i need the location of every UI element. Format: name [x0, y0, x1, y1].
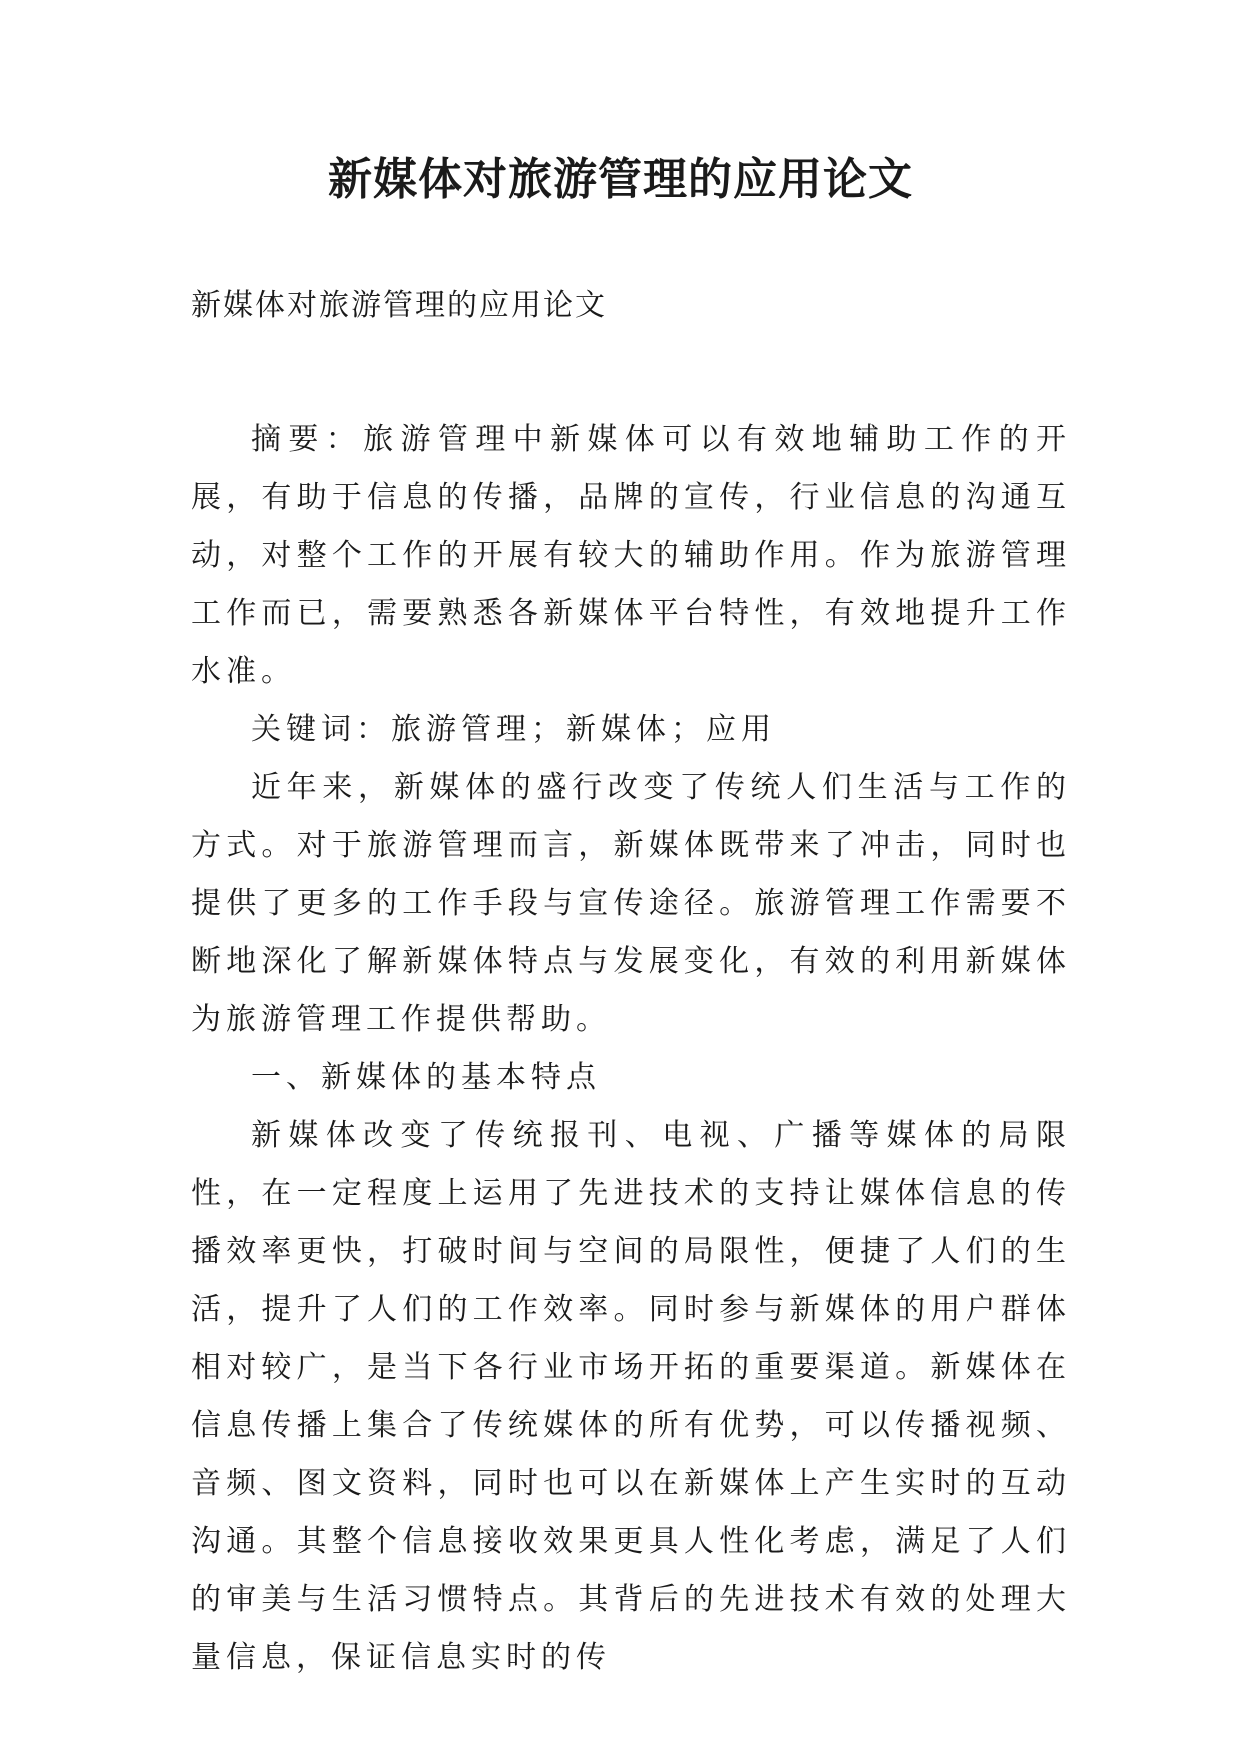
section-heading: 一、新媒体的基本特点 — [251, 1060, 601, 1095]
keywords-paragraph: 关键词：旅游管理；新媒体；应用 — [251, 712, 776, 747]
intro-paragraph: 近年来，新媒体的盛行改变了传统人们生活与工作的方式。对于旅游管理而言，新媒体既带来了冲击，同时也提供了更多的工作手段与宣传途径。旅游管理工作需要不断地深化了解新媒体特点与发展变化，有效的利用新媒体为旅游管理工作提供帮助。 — [191, 770, 1071, 1037]
section-paragraph: 新媒体改变了传统报刊、电视、广播等媒体的局限性，在一定程度上运用了先进技术的支持让媒体信息的传播效率更快，打破时间与空间的局限性，便捷了人们的生活，提升了人们的工作效率。同时参与新媒体的用户群体相对较广，是当下各行业市场开拓的重要渠道。新媒体在信息传播上集合了传统媒体的所有优势，可以传播视频、音频、图文资料，同时也可以在新媒体上产生实时的互动沟通。其整个信息接收效果更具人性化考虑，满足了人们的审美与生活习惯特点。其背后的先进技术有效的处理大量信息，保证信息实时的传 — [191, 1118, 1071, 1675]
content-block — [191, 411, 1071, 1687]
document-title: 新媒体对旅游管理的应用论文 — [328, 154, 913, 205]
abstract-paragraph: 摘要：旅游管理中新媒体可以有效地辅助工作的开展，有助于信息的传播，品牌的宣传，行业信息的沟通互动，对整个工作的开展有较大的辅助作用。作为旅游管理工作而已，需要熟悉各新媒体平台特性，有效地提升工作水准。 — [191, 422, 1071, 689]
document-subtitle: 新媒体对旅游管理的应用论文 — [191, 288, 607, 323]
document-body — [191, 284, 1071, 1687]
